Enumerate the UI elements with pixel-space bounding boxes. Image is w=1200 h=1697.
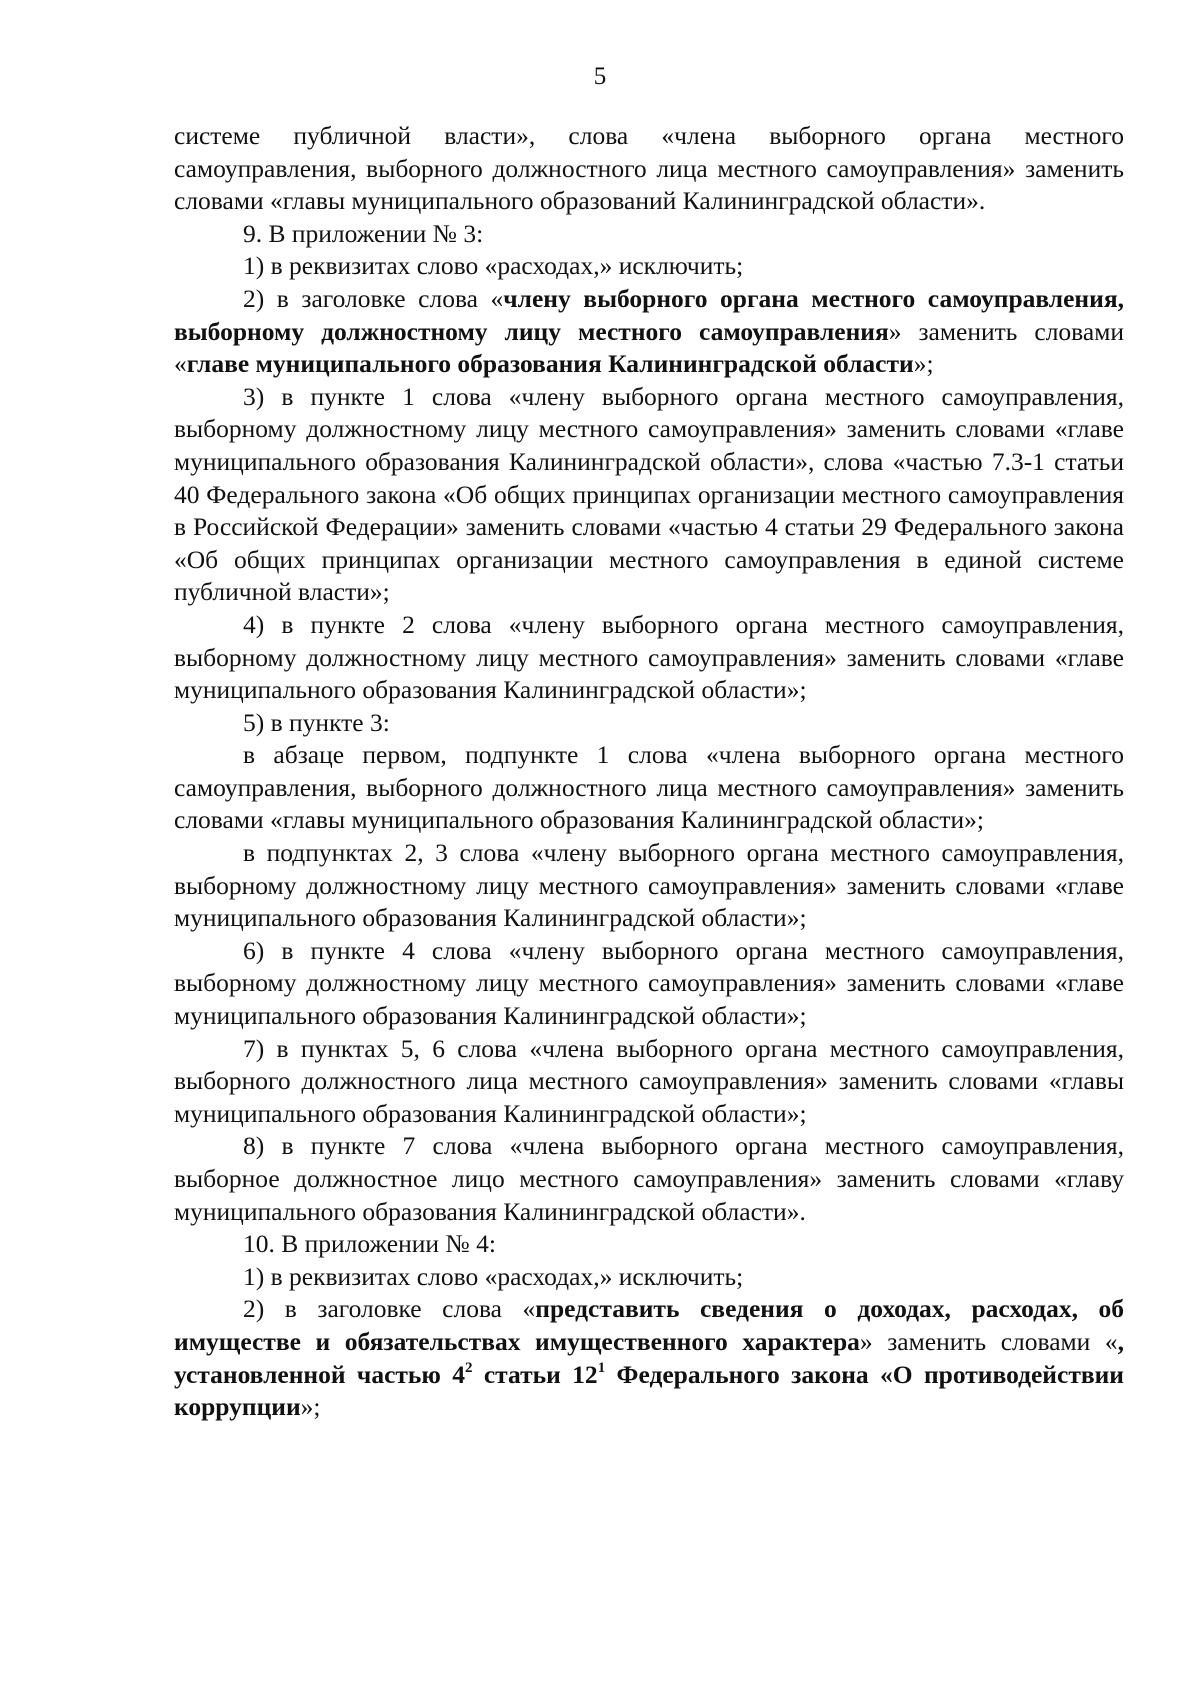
text-run: 2) в заголовке слова «: [243, 1294, 536, 1324]
paragraph: 1) в реквизитах слово «расходах,» исключить;: [243, 1261, 744, 1291]
text-run: »;: [300, 1392, 321, 1422]
paragraph: 5) в пункте 3:: [243, 707, 390, 737]
bold-text: представить сведения о доходах, расходах, об имуществе и обязательствах имущественного характера: [174, 1294, 1124, 1356]
paragraph-title-change: [174, 283, 1124, 381]
paragraph: системе публичной власти», слова «члена выборного органа местного самоуправления, выборного должностного лица местного самоуправления» заменить словами «главы муниципального образований Калининградской области».: [174, 121, 1124, 216]
text-run: статьи 12: [472, 1359, 598, 1389]
text-run: »;: [913, 349, 934, 379]
paragraph: 7) в пунктах 5, 6 слова «члена выборного органа местного самоуправления, выборного должностного лица местного самоуправления» заменить словами «главы муниципального образования Калининградской области»;: [174, 1033, 1124, 1128]
document-body: [174, 120, 1124, 1424]
paragraph-title-change: [174, 1293, 1124, 1423]
superscript: 2: [465, 1359, 473, 1376]
paragraph: 6) в пункте 4 слова «члену выборного органа местного самоуправления, выборному должностному лицу местного самоуправления» заменить словами «главе муниципального образования Калининградской области»;: [174, 935, 1124, 1031]
superscript: 1: [597, 1359, 606, 1376]
page-number: 5: [593, 63, 607, 90]
paragraph: 1) в реквизитах слово «расходах,» исключить;: [243, 251, 744, 281]
text-run: » заменить словами «: [174, 316, 1124, 379]
paragraph: 3) в пункте 1 слова «члену выборного органа местного самоуправления, выборному должностному лицу местного самоуправления» заменить словами «главе муниципального образования Калининградской области», слова «частью 7.3-1 статьи 40 Федерального закона «Об общих принципах организации местного самоуправления в Российской Федерации» заменить словами «частью 4 статьи 29 Федерального закона «Об общих принципах организации местного самоуправления в единой системе публичной власти»;: [174, 381, 1124, 607]
bold-text: члену выборного органа местного самоуправления, выборному должностному лицу местного самоуправления: [174, 283, 1124, 346]
paragraph: в абзаце первом, подпункте 1 слова «члена выборного органа местного самоуправления, выборного должностного лица местного самоуправления» заменить словами «главы муниципального образования Калининградской области»;: [174, 740, 1124, 835]
text-run: , установленной частью 4: [174, 1326, 1125, 1389]
paragraph: 8) в пункте 7 слова «члена выборного органа местного самоуправления, выборное должностное лицо местного самоуправления» заменить словами «главу муниципального образования Калининградской области».: [174, 1131, 1124, 1226]
text-run: » заменить словами «: [859, 1326, 1118, 1356]
paragraph-section-9: 9. В приложении № 3:: [243, 218, 484, 248]
text-run: 2) в заголовке слова «: [243, 283, 504, 313]
paragraph: в подпунктах 2, 3 слова «члену выборного органа местного самоуправления, выборному должностному лицу местного самоуправления» заменить словами «главе муниципального образования Калининградской области»;: [174, 838, 1124, 933]
paragraph-section-10: 10. В приложении № 4:: [243, 1229, 496, 1259]
bold-text: главе муниципального образования Калининградской области: [186, 349, 914, 379]
text-run: Федерального закона «О противодействии коррупции: [174, 1359, 1124, 1422]
paragraph: 4) в пункте 2 слова «члену выборного органа местного самоуправления, выборному должностному лицу местного самоуправления» заменить словами «главе муниципального образования Калининградской области»;: [174, 609, 1124, 705]
